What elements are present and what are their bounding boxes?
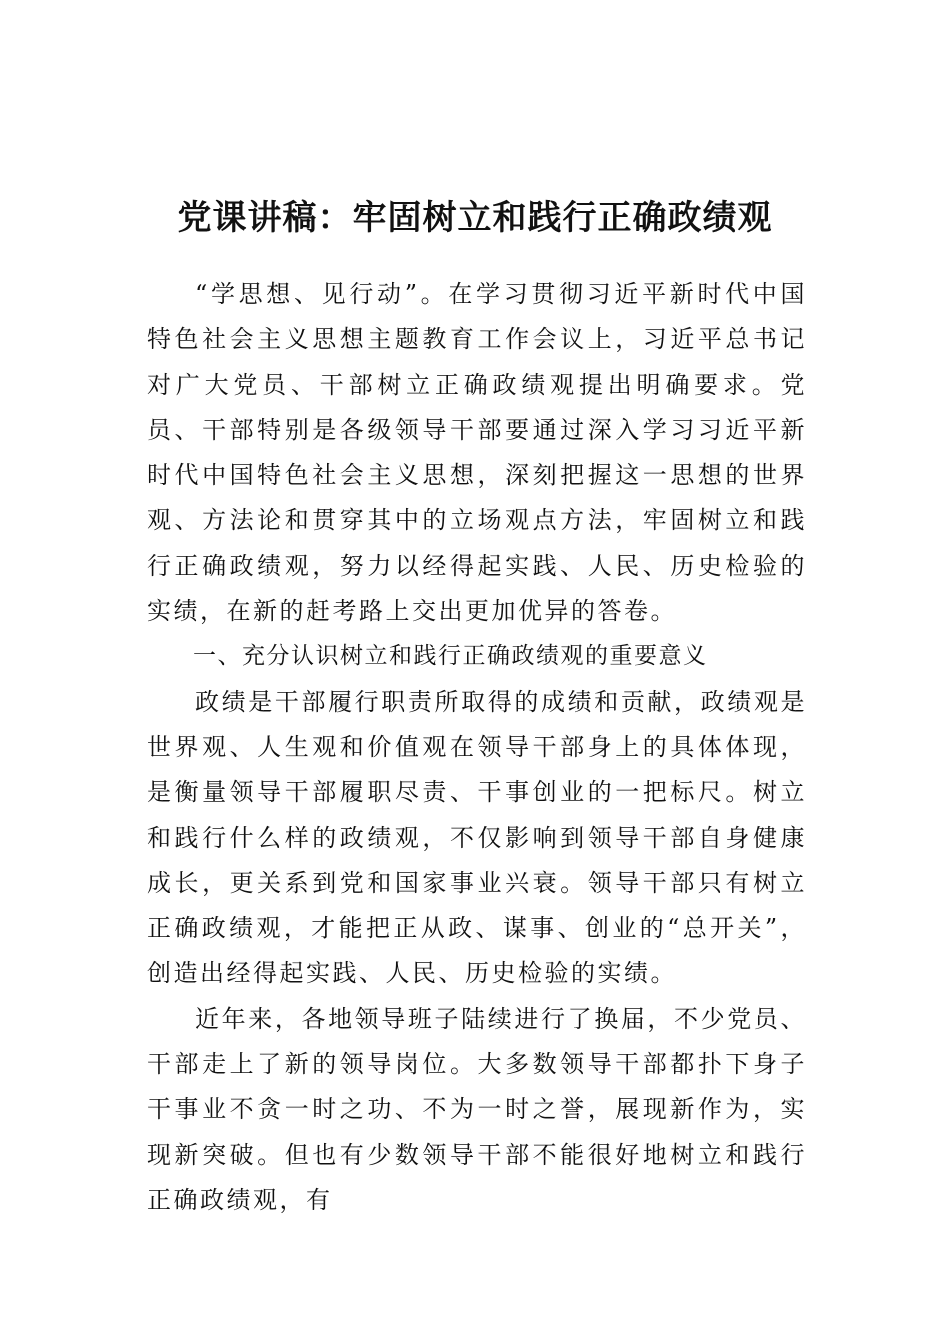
document-body	[147, 272, 807, 1223]
paragraph-intro: “学思想、见行动”。在学习贯彻习近平新时代中国特色社会主义思想主题教育工作会议上，习近平总书记对广大党员、干部树立正确政绩观提出明确要求。党员、干部特别是各级领导干部要通过深入学习习近平新时代中国特色社会主义思想，深刻把握这一思想的世界观、方法论和贯穿其中的立场观点方法，牢固树立和践行正确政绩观，努力以经得起实践、人民、历史检验的实绩，在新的赶考路上交出更加优异的答卷。	[147, 280, 807, 626]
paragraph-recent-years: 近年来，各地领导班子陆续进行了换届，不少党员、干部走上了新的领导岗位。大多数领导干部都扑下身子干事业不贪一时之功、不为一时之誉，展现新作为，实现新突破。但也有少数领导干部不能很好地树立和践行正确政绩观，有	[147, 1004, 807, 1214]
paragraph-significance: 政绩是干部履行职责所取得的成绩和贡献，政绩观是世界观、人生观和价值观在领导干部身上的具体体现，是衡量领导干部履职尽责、干事创业的一把标尺。树立和践行什么样的政绩观，不仅影响到领导干部自身健康成长，更关系到党和国家事业兴衰。领导干部只有树立正确政绩观，才能把正从政、谋事、创业的“总开关”，创造出经得起实践、人民、历史检验的实绩。	[147, 687, 807, 988]
document-title: 党课讲稿：牢固树立和践行正确政绩观	[177, 197, 773, 238]
section-heading-1: 一、充分认识树立和践行正确政绩观的重要意义	[193, 643, 708, 670]
